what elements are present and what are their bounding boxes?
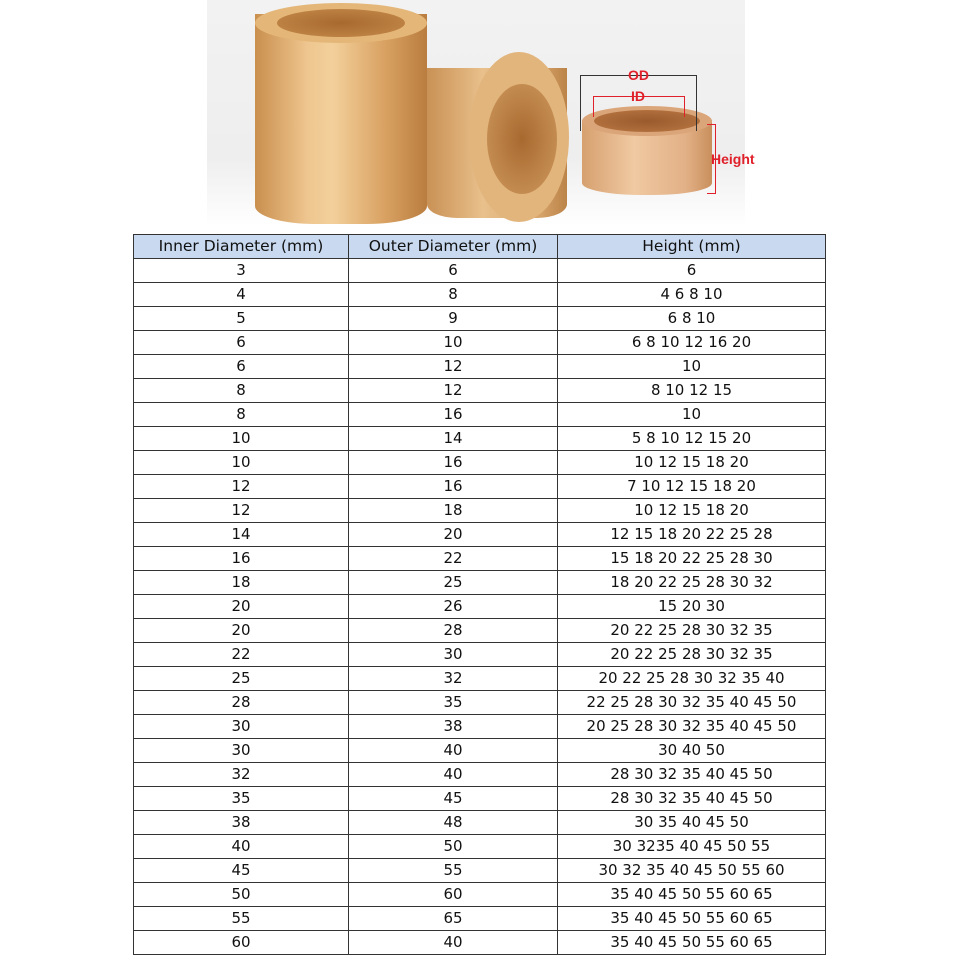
table-row bbox=[134, 427, 826, 451]
outer-diameter-cell: 18 bbox=[349, 499, 558, 523]
inner-diameter-cell: 16 bbox=[134, 547, 349, 571]
table-row bbox=[134, 763, 826, 787]
inner-diameter-cell: 14 bbox=[134, 523, 349, 547]
size-table bbox=[133, 234, 826, 955]
inner-diameter-cell: 35 bbox=[134, 787, 349, 811]
height-cell: 30 32 35 40 45 50 55 60 bbox=[558, 859, 826, 883]
outer-diameter-cell: 40 bbox=[349, 739, 558, 763]
height-cell: 10 12 15 18 20 bbox=[558, 451, 826, 475]
height-cell: 8 10 12 15 bbox=[558, 379, 826, 403]
table-row bbox=[134, 451, 826, 475]
table-row bbox=[134, 355, 826, 379]
table-row bbox=[134, 811, 826, 835]
outer-diameter-cell: 45 bbox=[349, 787, 558, 811]
height-cell: 20 22 25 28 30 32 35 bbox=[558, 619, 826, 643]
table-row bbox=[134, 475, 826, 499]
outer-diameter-cell: 48 bbox=[349, 811, 558, 835]
height-cell: 6 8 10 12 16 20 bbox=[558, 331, 826, 355]
height-cell: 20 22 25 28 30 32 35 bbox=[558, 643, 826, 667]
table-row bbox=[134, 787, 826, 811]
outer-diameter-cell: 12 bbox=[349, 355, 558, 379]
table-row bbox=[134, 307, 826, 331]
id-label: ID bbox=[631, 88, 645, 104]
od-label: OD bbox=[628, 67, 649, 83]
height-cell: 12 15 18 20 22 25 28 bbox=[558, 523, 826, 547]
table-row bbox=[134, 643, 826, 667]
table-row bbox=[134, 691, 826, 715]
outer-diameter-cell: 8 bbox=[349, 283, 558, 307]
inner-diameter-cell: 40 bbox=[134, 835, 349, 859]
outer-diameter-cell: 26 bbox=[349, 595, 558, 619]
height-cell: 10 12 15 18 20 bbox=[558, 499, 826, 523]
header-height: Height (mm) bbox=[558, 235, 826, 259]
header-outer-diameter: Outer Diameter (mm) bbox=[349, 235, 558, 259]
inner-diameter-cell: 30 bbox=[134, 715, 349, 739]
height-cell: 35 40 45 50 55 60 65 bbox=[558, 883, 826, 907]
height-cell: 28 30 32 35 40 45 50 bbox=[558, 787, 826, 811]
height-cell: 18 20 22 25 28 30 32 bbox=[558, 571, 826, 595]
table-row bbox=[134, 835, 826, 859]
table-row bbox=[134, 595, 826, 619]
inner-diameter-cell: 50 bbox=[134, 883, 349, 907]
table-row bbox=[134, 523, 826, 547]
table-row bbox=[134, 931, 826, 955]
table-row bbox=[134, 667, 826, 691]
height-cell: 30 35 40 45 50 bbox=[558, 811, 826, 835]
height-cell: 6 bbox=[558, 259, 826, 283]
outer-diameter-cell: 12 bbox=[349, 379, 558, 403]
height-cell: 28 30 32 35 40 45 50 bbox=[558, 763, 826, 787]
outer-diameter-cell: 16 bbox=[349, 475, 558, 499]
medium-bushing-bore bbox=[487, 84, 557, 194]
height-cell: 7 10 12 15 18 20 bbox=[558, 475, 826, 499]
table-row bbox=[134, 619, 826, 643]
height-cell: 30 40 50 bbox=[558, 739, 826, 763]
height-cell: 15 20 30 bbox=[558, 595, 826, 619]
outer-diameter-cell: 30 bbox=[349, 643, 558, 667]
inner-diameter-cell: 32 bbox=[134, 763, 349, 787]
inner-diameter-cell: 20 bbox=[134, 619, 349, 643]
height-cell: 20 25 28 30 32 35 40 45 50 bbox=[558, 715, 826, 739]
inner-diameter-cell: 6 bbox=[134, 355, 349, 379]
inner-diameter-cell: 60 bbox=[134, 931, 349, 955]
outer-diameter-cell: 28 bbox=[349, 619, 558, 643]
inner-diameter-cell: 5 bbox=[134, 307, 349, 331]
table-row bbox=[134, 715, 826, 739]
inner-diameter-cell: 3 bbox=[134, 259, 349, 283]
large-bushing bbox=[255, 14, 427, 224]
inner-diameter-cell: 12 bbox=[134, 475, 349, 499]
inner-diameter-cell: 20 bbox=[134, 595, 349, 619]
outer-diameter-cell: 25 bbox=[349, 571, 558, 595]
outer-diameter-cell: 65 bbox=[349, 907, 558, 931]
height-cell: 6 8 10 bbox=[558, 307, 826, 331]
table-row bbox=[134, 571, 826, 595]
outer-diameter-cell: 16 bbox=[349, 403, 558, 427]
inner-diameter-cell: 25 bbox=[134, 667, 349, 691]
outer-diameter-cell: 40 bbox=[349, 763, 558, 787]
outer-diameter-cell: 20 bbox=[349, 523, 558, 547]
table-row bbox=[134, 883, 826, 907]
height-cell: 15 18 20 22 25 28 30 bbox=[558, 547, 826, 571]
table-row bbox=[134, 331, 826, 355]
table-header-row bbox=[134, 235, 826, 259]
height-cell: 5 8 10 12 15 20 bbox=[558, 427, 826, 451]
outer-diameter-cell: 60 bbox=[349, 883, 558, 907]
table-row bbox=[134, 403, 826, 427]
outer-diameter-cell: 6 bbox=[349, 259, 558, 283]
inner-diameter-cell: 18 bbox=[134, 571, 349, 595]
inner-diameter-cell: 28 bbox=[134, 691, 349, 715]
inner-diameter-cell: 8 bbox=[134, 379, 349, 403]
height-cell: 30 3235 40 45 50 55 bbox=[558, 835, 826, 859]
height-cell: 22 25 28 30 32 35 40 45 50 bbox=[558, 691, 826, 715]
outer-diameter-cell: 55 bbox=[349, 859, 558, 883]
table-row bbox=[134, 859, 826, 883]
height-cell: 35 40 45 50 55 60 65 bbox=[558, 907, 826, 931]
table-row bbox=[134, 283, 826, 307]
large-bushing-bore bbox=[277, 9, 405, 37]
inner-diameter-cell: 10 bbox=[134, 451, 349, 475]
table-row bbox=[134, 547, 826, 571]
outer-diameter-cell: 9 bbox=[349, 307, 558, 331]
inner-diameter-cell: 6 bbox=[134, 331, 349, 355]
height-cell: 10 bbox=[558, 355, 826, 379]
height-label: Height bbox=[711, 151, 755, 167]
height-cell: 20 22 25 28 30 32 35 40 bbox=[558, 667, 826, 691]
outer-diameter-cell: 40 bbox=[349, 931, 558, 955]
inner-diameter-cell: 30 bbox=[134, 739, 349, 763]
height-cell: 4 6 8 10 bbox=[558, 283, 826, 307]
height-cell: 35 40 45 50 55 60 65 bbox=[558, 931, 826, 955]
inner-diameter-cell: 12 bbox=[134, 499, 349, 523]
outer-diameter-cell: 38 bbox=[349, 715, 558, 739]
table-row bbox=[134, 739, 826, 763]
inner-diameter-cell: 4 bbox=[134, 283, 349, 307]
table-row bbox=[134, 379, 826, 403]
product-photo bbox=[207, 0, 755, 226]
table-row bbox=[134, 259, 826, 283]
inner-diameter-cell: 10 bbox=[134, 427, 349, 451]
table-row bbox=[134, 499, 826, 523]
table-row bbox=[134, 907, 826, 931]
inner-diameter-cell: 8 bbox=[134, 403, 349, 427]
height-cell: 10 bbox=[558, 403, 826, 427]
outer-diameter-cell: 35 bbox=[349, 691, 558, 715]
inner-diameter-cell: 55 bbox=[134, 907, 349, 931]
inner-diameter-cell: 38 bbox=[134, 811, 349, 835]
outer-diameter-cell: 32 bbox=[349, 667, 558, 691]
inner-diameter-cell: 22 bbox=[134, 643, 349, 667]
outer-diameter-cell: 50 bbox=[349, 835, 558, 859]
outer-diameter-cell: 14 bbox=[349, 427, 558, 451]
outer-diameter-cell: 16 bbox=[349, 451, 558, 475]
inner-diameter-cell: 45 bbox=[134, 859, 349, 883]
outer-diameter-cell: 10 bbox=[349, 331, 558, 355]
header-inner-diameter: Inner Diameter (mm) bbox=[134, 235, 349, 259]
outer-diameter-cell: 22 bbox=[349, 547, 558, 571]
